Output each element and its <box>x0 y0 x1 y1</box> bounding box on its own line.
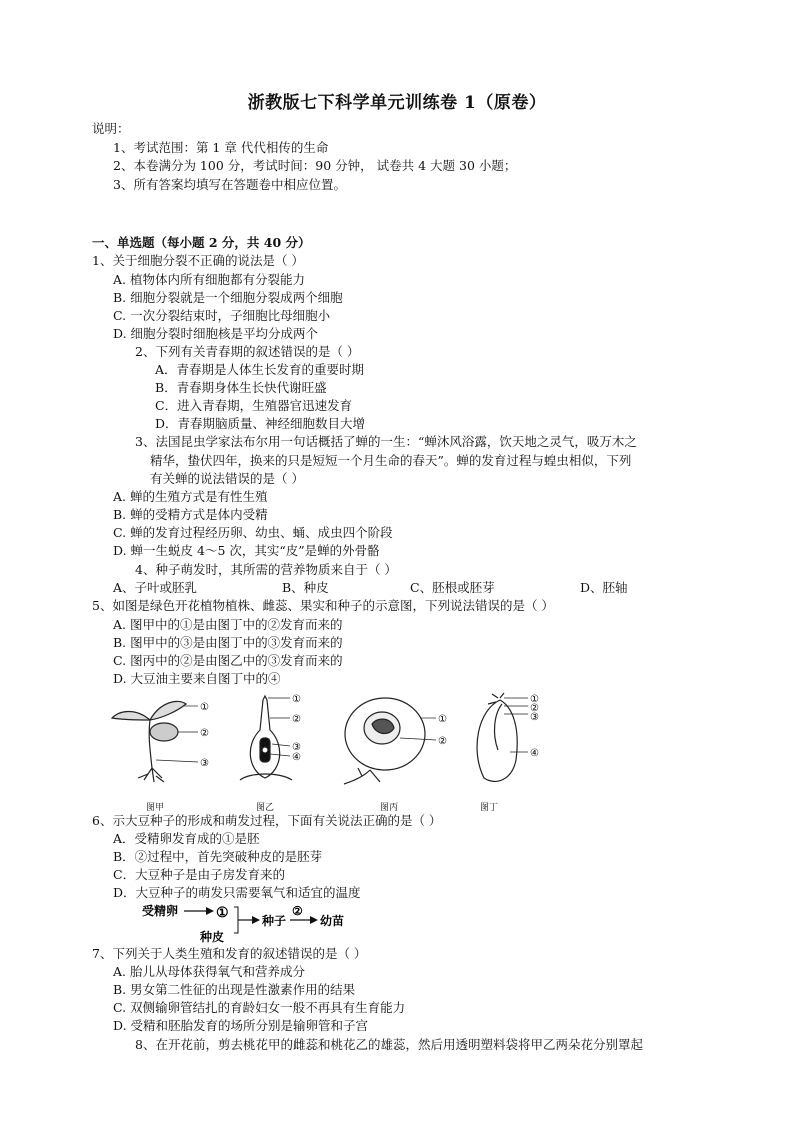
question-8-stem: 8、在开花前，剪去桃花甲的雌蕊和桃花乙的雄蕊，然后用透明塑料袋将甲乙两朵花分别罩起 <box>135 1037 643 1052</box>
q3-option-d: D. 蝉一生蜕皮 4～5 次，其实“皮”是蝉的外骨骼 <box>113 543 380 558</box>
section-heading: 一、单选题（每小题 2 分，共 40 分） <box>92 235 311 250</box>
question-7-stem: 7、下列关于人类生殖和发育的叙述错误的是（ ） <box>92 946 367 961</box>
q3-option-b: B. 蝉的受精方式是体内受精 <box>113 507 268 522</box>
jia-marker-3: ③ <box>200 758 209 769</box>
q4-option-b: B、种皮 <box>282 580 329 595</box>
q5-option-b: B. 图甲中的③是由图丁中的③发育而来的 <box>113 635 343 650</box>
q1-option-d: D. 细胞分裂时细胞核是平均分成两个 <box>113 326 319 341</box>
question-3-stem-3: 有关蝉的说法错误的是（ ） <box>150 471 304 486</box>
figure-jia-seedling <box>112 701 198 782</box>
intro-line-1: 1、考试范围：第 1 章 代代相传的生命 <box>113 140 329 155</box>
coat-label: 种皮 <box>200 930 225 944</box>
figure-ding-seed <box>477 693 528 781</box>
q4-option-c: C、胚根或胚芽 <box>410 580 495 595</box>
q1-option-c: C. 一次分裂结束时，子细胞比母细胞小 <box>113 308 331 323</box>
yi-marker-4: ④ <box>292 752 301 763</box>
ding-marker-1: ① <box>530 694 539 705</box>
intro-label: 说明： <box>92 121 130 136</box>
q5-option-a: A. 图甲中的①是由图丁中的②发育而来的 <box>113 617 343 632</box>
q7-option-a: A. 胎儿从母体获得氧气和营养成分 <box>113 964 305 979</box>
question-3-stem-2: 精华，蛰伏四年，换来的只是短短一个月生命的春天”。蝉的发育过程与蝗虫相似，下列 <box>150 453 632 468</box>
ding-marker-4: ④ <box>530 748 539 759</box>
q7-option-c: C. 双侧输卵管结扎的育龄妇女一般不再具有生育能力 <box>113 1000 406 1015</box>
ding-marker-2: ② <box>530 703 539 714</box>
jia-marker-1: ① <box>200 702 209 713</box>
intro-line-3: 3、所有答案均填写在答题卷中相应位置。 <box>113 177 346 192</box>
caption-jia: 图甲 <box>146 803 165 813</box>
caption-bing: 图丙 <box>380 803 399 813</box>
seedling-label: 幼苗 <box>320 914 345 928</box>
question-4-stem: 4、种子萌发时，其所需的营养物质来自于（ ） <box>135 562 397 577</box>
caption-ding: 图丁 <box>480 803 499 813</box>
q2-option-a: A．青春期是人体生长发育的重要时期 <box>155 362 365 377</box>
bing-marker-2: ② <box>438 736 447 747</box>
q6-option-d: D．大豆种子的萌发只需要氧气和适宜的温度 <box>113 885 361 900</box>
question-5-stem: 5、如图是绿色开花植物植株、雌蕊、果实和种子的示意图，下列说法错误的是（ ） <box>92 598 554 613</box>
q1-option-a: A. 植物体内所有细胞都有分裂能力 <box>113 272 305 287</box>
q2-option-c: C．进入青春期，生殖器官迅速发育 <box>155 398 353 413</box>
q2-option-d: D．青春期脑质量、神经细胞数目大增 <box>155 416 366 431</box>
question-1-stem: 1、关于细胞分裂不正确的说法是（ ） <box>92 253 304 268</box>
q6-option-c: C．大豆种子是由子房发育来的 <box>113 867 286 882</box>
q5-option-c: C. 图丙中的②是由图乙中的③发育而来的 <box>113 653 343 668</box>
q6-option-a: A．受精卵发育成的①是胚 <box>113 831 260 846</box>
step-1-marker: ① <box>216 905 229 921</box>
bing-marker-1: ① <box>438 714 447 725</box>
step-2-marker: ② <box>292 904 303 918</box>
seed-label: 种子 <box>262 914 287 928</box>
q7-option-b: B. 男女第二性征的出现是性激素作用的结果 <box>113 982 356 997</box>
q6-option-b: B．②过程中，首先突破种皮的是胚芽 <box>113 849 323 864</box>
q4-option-d: D、胚轴 <box>580 580 628 595</box>
exam-title: 浙教版七下科学单元训练卷 1（原卷） <box>247 93 547 113</box>
ding-marker-3: ③ <box>530 712 539 723</box>
intro-line-2: 2、本卷满分为 100 分，考试时间：90 分钟， 试卷共 4 大题 30 小题； <box>113 158 517 173</box>
zygote-label: 受精卵 <box>142 904 179 918</box>
q6-flow-diagram <box>140 903 360 947</box>
q5-option-d: D. 大豆油主要来自图丁中的④ <box>113 671 281 686</box>
yi-marker-1: ① <box>292 694 301 705</box>
q7-option-d: D. 受精和胚胎发育的场所分别是输卵管和子宫 <box>113 1018 369 1033</box>
q2-option-b: B．青春期身体生长快代谢旺盛 <box>155 380 327 395</box>
yi-marker-2: ② <box>292 714 301 725</box>
q4-option-a: A、子叶或胚乳 <box>113 580 198 595</box>
figure-bing-fruit <box>344 698 436 784</box>
q1-option-b: B. 细胞分裂就是一个细胞分裂成两个细胞 <box>113 290 343 305</box>
question-6-stem: 6、示大豆种子的形成和萌发过程，下面有关说法正确的是（ ） <box>92 813 442 828</box>
jia-marker-2: ② <box>200 728 209 739</box>
figure-yi-pistil <box>240 696 292 780</box>
caption-yi: 图乙 <box>256 803 275 813</box>
q3-option-a: A. 蝉的生殖方式是有性生殖 <box>113 489 268 504</box>
q5-figure-group <box>100 690 560 790</box>
q3-option-c: C. 蝉的发育过程经历卵、幼虫、蛹、成虫四个阶段 <box>113 525 393 540</box>
question-2-stem: 2、下列有关青春期的叙述错误的是（ ） <box>135 344 360 359</box>
question-3-stem-1: 3、法国昆虫学家法布尔用一句话概括了蝉的一生：“蝉沐风浴露，饮天地之灵气，吸万木之 <box>135 434 637 449</box>
yi-marker-3: ③ <box>292 742 301 753</box>
